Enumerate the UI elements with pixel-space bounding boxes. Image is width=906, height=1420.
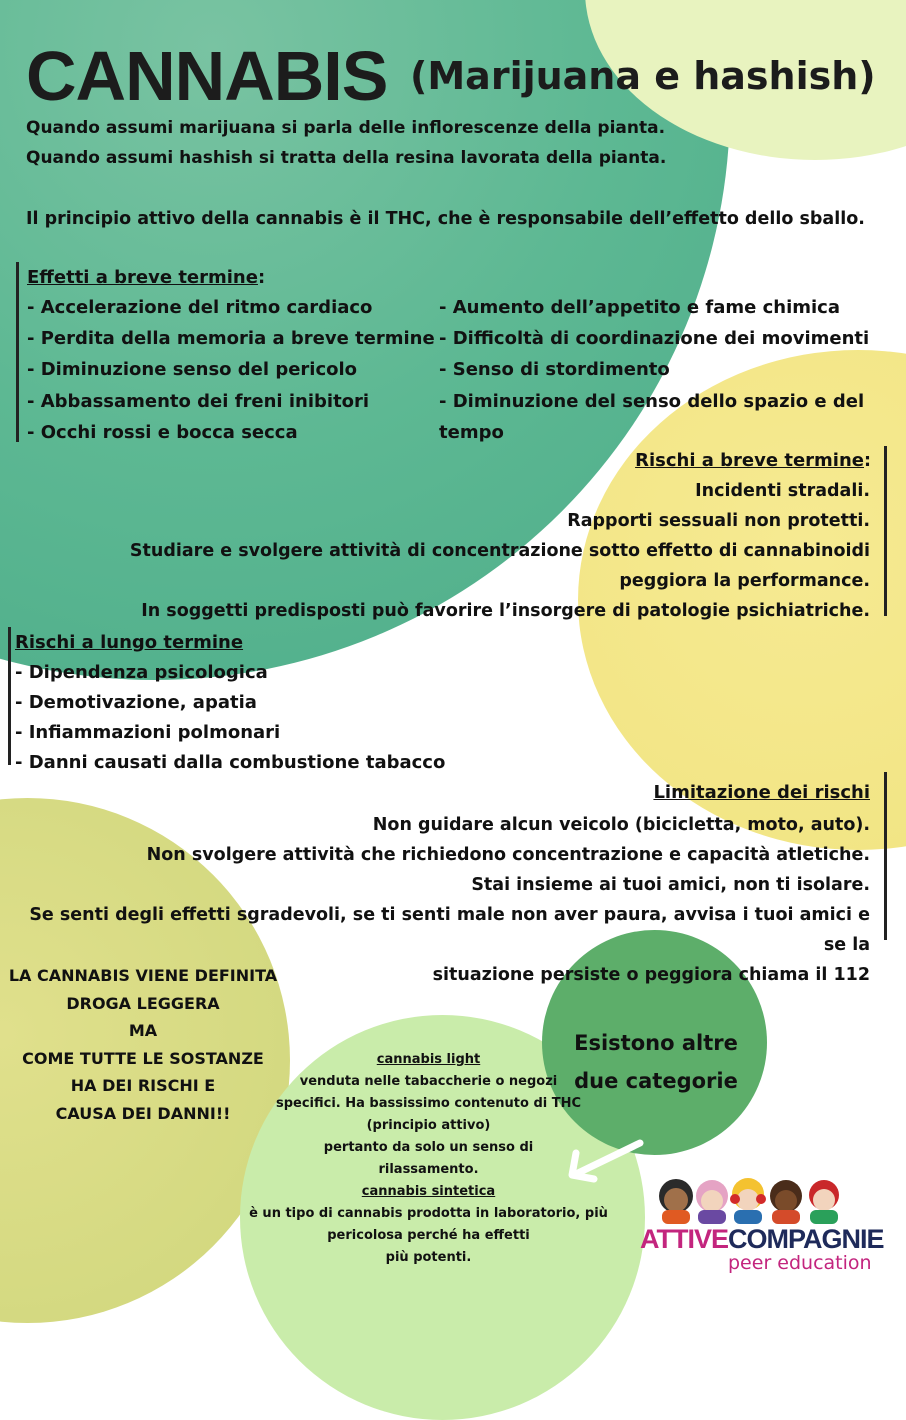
long-risks-heading: Rischi a lungo termine	[15, 632, 244, 653]
cannabis-light-line: pertanto da solo un senso di	[323, 1140, 534, 1155]
cannabis-light-line: specifici. Ha bassissimo contenuto di THC	[275, 1096, 582, 1111]
page-title: CANNABIS	[26, 37, 388, 115]
cannabis-synthetic-line: è un tipo di cannabis prodotta in laboratorio, più	[249, 1206, 608, 1221]
light-drug-line: HA DEI RISCHI E	[70, 1076, 216, 1095]
short-effects-right-5: tempo	[439, 422, 504, 443]
cannabis-synthetic-line: pericolosa perché ha effetti	[327, 1228, 530, 1243]
risk-limits-line-6: situazione persiste o peggiora chiama il 112	[432, 965, 870, 985]
logo-text: ATTIVECOMPAGNIE	[640, 1224, 884, 1254]
cannabis-synthetic-heading: cannabis sintetica	[361, 1184, 496, 1199]
risk-limits-heading: Limitazione dei rischi	[653, 782, 870, 803]
risk-limits-line-5: se la	[823, 935, 870, 955]
risk-limits-line-1: Non guidare alcun veicolo (bicicletta, moto, auto).	[372, 815, 870, 835]
categories-title-line: Esistono altre	[574, 1031, 738, 1055]
short-effects-left-3: - Diminuzione senso del pericolo	[27, 359, 358, 380]
short-risks-line-2: Rapporti sessuali non protetti.	[567, 511, 870, 531]
short-effects-left-2: - Perdita della memoria a breve termine	[27, 328, 435, 349]
risk-limits-line-3: Stai insieme ai tuoi amici, non ti isolare.	[471, 875, 870, 895]
short-effects-heading: Effetti a breve termine:	[27, 267, 266, 288]
short-risks-line-1: Incidenti stradali.	[695, 481, 870, 501]
light-drug-line: DROGA LEGGERA	[66, 993, 220, 1013]
short-effects-right-2: - Difficoltà di coordinazione dei movimenti	[439, 328, 870, 349]
risk-limits-line-2: Non svolgere attività che richiedono concentrazione e capacità atletiche.	[146, 845, 870, 865]
intro-line-1: Quando assumi marijuana si parla delle inflorescenze della pianta.	[26, 118, 666, 138]
short-risks-line-4: peggiora la performance.	[619, 571, 870, 591]
long-risks-item-2: - Demotivazione, apatia	[15, 692, 257, 713]
light-drug-line: LA CANNABIS VIENE DEFINITA	[8, 966, 278, 985]
short-effects-right-1: - Aumento dell’appetito e fame chimica	[439, 297, 840, 318]
short-risks-heading: Rischi a breve termine:	[635, 450, 871, 471]
light-drug-line: MA	[128, 1021, 158, 1040]
short-effects-right-4: - Diminuzione del senso dello spazio e del	[439, 391, 865, 412]
short-risks-line-5: In soggetti predisposti può favorire l’insorgere di patologie psichiatriche.	[141, 601, 870, 621]
cannabis-light-line: rilassamento.	[378, 1162, 479, 1177]
intro-line-3: Il principio attivo della cannabis è il THC, che è responsabile dell’effetto dello sballo.	[26, 209, 865, 229]
intro-line-2: Quando assumi hashish si tratta della resina lavorata della pianta.	[26, 148, 667, 168]
short-effects-left-1: - Accelerazione del ritmo cardiaco	[27, 297, 373, 318]
long-risks-item-3: - Infiammazioni polmonari	[15, 722, 281, 743]
risk-limits-bar	[884, 772, 887, 940]
risk-limits-line-4: Se senti degli effetti sgradevoli, se ti senti male non aver paura, avvisa i tuoi amici e	[29, 905, 870, 925]
categories-title-line: due categorie	[574, 1069, 738, 1093]
short-effects-right-3: - Senso di stordimento	[439, 359, 670, 380]
short-risks-bar	[884, 446, 887, 616]
short-effects-left-4: - Abbassamento dei freni inibitori	[27, 391, 370, 412]
logo-subtitle: peer education	[728, 1252, 872, 1274]
page-subtitle: (Marijuana e hashish)	[410, 54, 876, 98]
long-risks-item-1: - Dipendenza psicologica	[15, 662, 268, 683]
cannabis-light-heading: cannabis light	[376, 1052, 481, 1067]
long-risks-bar	[8, 627, 11, 765]
light-drug-line: COME TUTTE LE SOSTANZE	[22, 1048, 264, 1068]
long-risks-item-4: - Danni causati dalla combustione tabacco	[15, 752, 446, 773]
short-risks-line-3: Studiare e svolgere attività di concentrazione sotto effetto di cannabinoidi	[129, 541, 870, 561]
cannabis-light-line: (principio attivo)	[366, 1118, 491, 1133]
light-drug-line: CAUSA DEI DANNI!!	[55, 1103, 231, 1123]
cannabis-synthetic-line: più potenti.	[385, 1250, 472, 1265]
short-effects-left-5: - Occhi rossi e bocca secca	[27, 422, 298, 443]
cannabis-light-line: venduta nelle tabaccherie o negozi	[299, 1074, 558, 1089]
arrow-icon	[560, 1135, 650, 1185]
short-effects-bar	[16, 262, 19, 442]
